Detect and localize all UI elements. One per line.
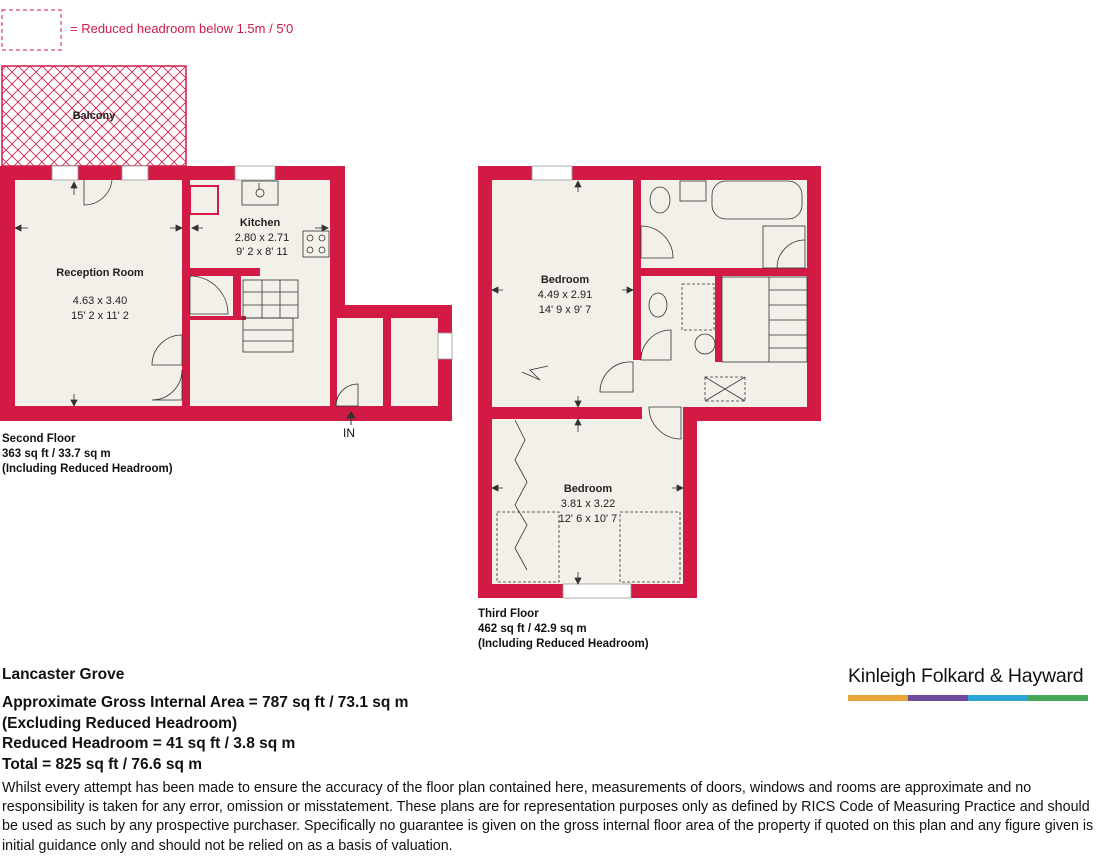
legend-swatch xyxy=(2,10,61,50)
brand-logo xyxy=(848,665,1088,701)
area-summary xyxy=(2,693,408,775)
total-area: Total = 825 sq ft / 76.6 sq m xyxy=(2,755,202,773)
disclaimer-text: Whilst every attempt has been made to ensure the accuracy of the floor plan contained here, measurements of doors, windows and rooms are approximate and no responsibility is taken for any error, omission or misstatement. These plans are for representation purposes only as defined by RICS Code of Measuring Practice and should be used as such by any prospective purchaser. Specifically no guarantee is given on the gross internal floor area of the property if quoted on this plan and any figure given is initial guidance only and should not be relied on as a basis of valuation. xyxy=(2,780,1094,854)
reduced-headroom-area: Reduced Headroom = 41 sq ft / 3.8 sq m xyxy=(2,735,296,752)
entrance-label: IN xyxy=(343,426,355,440)
second-floor-note: (Including Reduced Headroom) xyxy=(2,463,173,475)
third-floor-caption xyxy=(478,607,649,652)
balcony-label: Balcony xyxy=(72,110,116,122)
brand-bar-segment xyxy=(848,695,908,701)
bedroom-1-label: Bedroom xyxy=(540,274,590,286)
reception-room-label: Reception Room xyxy=(56,267,144,279)
gross-area-note: (Excluding Reduced Headroom) xyxy=(2,714,238,732)
legend-label: = Reduced headroom below 1.5m / 5'0 xyxy=(70,21,294,36)
brand-bar-segment xyxy=(1028,695,1088,701)
brand-name: Kinleigh Folkard & Hayward xyxy=(848,665,1084,687)
kitchen-dims-metric: 2.80 x 2.71 xyxy=(234,232,290,244)
bedroom-1-dims-metric: 4.49 x 2.91 xyxy=(537,289,593,301)
bedroom-1-dims-imperial: 14' 9 x 9' 7 xyxy=(538,304,592,316)
kitchen-dims-imperial: 9' 2 x 8' 11 xyxy=(236,246,288,258)
bedroom-2-dims-imperial: 12' 6 x 10' 7 xyxy=(558,513,618,525)
property-address: Lancaster Grove xyxy=(2,666,125,683)
third-floor-note: (Including Reduced Headroom) xyxy=(478,638,649,650)
brand-bar-segment xyxy=(968,695,1028,701)
second-floor-area: 363 sq ft / 33.7 sq m xyxy=(2,448,111,460)
third-floor-area: 462 sq ft / 42.9 sq m xyxy=(478,623,587,635)
second-floor-interior xyxy=(15,180,438,406)
second-floor-title: Second Floor xyxy=(2,433,76,445)
reception-room-dims-metric: 4.63 x 3.40 xyxy=(72,295,128,307)
brand-bar-segment xyxy=(908,695,968,701)
third-floor-plan xyxy=(478,166,821,598)
kitchen-label: Kitchen xyxy=(239,217,281,229)
second-floor-plan xyxy=(0,66,452,425)
brand-color-bar xyxy=(848,695,1088,701)
reception-room-dims-imperial: 15' 2 x 11' 2 xyxy=(71,310,129,322)
third-floor-title: Third Floor xyxy=(478,608,539,620)
bedroom-2-dims-metric: 3.81 x 3.22 xyxy=(560,498,616,510)
bedroom-2-label: Bedroom xyxy=(563,483,613,495)
second-floor-caption xyxy=(2,432,173,477)
gross-area: Approximate Gross Internal Area = 787 sq ft / 73.1 sq m xyxy=(2,694,409,711)
